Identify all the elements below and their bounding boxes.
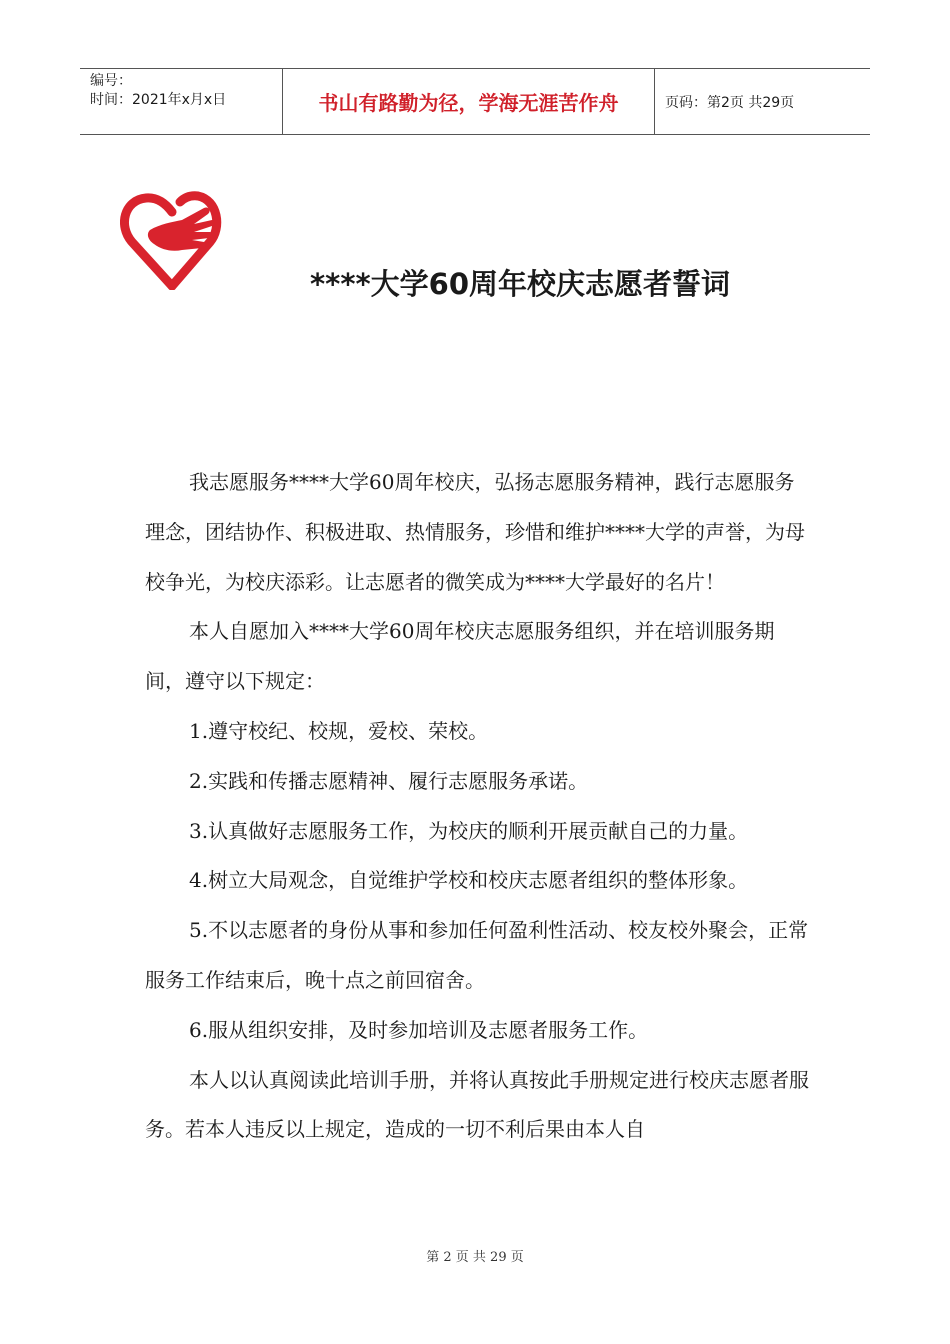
- paragraph: 2.实践和传播志愿精神、履行志愿服务承诺。: [189, 768, 589, 793]
- paragraph: 6.服从组织安排，及时参加培训及志愿者服务工作。: [189, 1017, 649, 1042]
- page-footer: 第 2 页 共 29 页: [426, 1250, 524, 1265]
- paragraph: 我志愿服务****大学60周年校庆，弘扬志愿服务精神，践行志愿服务理念，团结协作、积极进取、热情服务，珍惜和维护****大学的声誉，为母校争光，为校庆添彩。让志愿者的微笑成为****大学最好的名片！: [145, 470, 805, 594]
- paragraph: 3.认真做好志愿服务工作，为校庆的顺利开展贡献自己的力量。: [189, 818, 749, 843]
- paragraph: 4.树立大局观念，自觉维护学校和校庆志愿者组织的整体形象。: [189, 868, 749, 893]
- pledge-body: [145, 458, 810, 1155]
- time-label: 时间：2021年x月x日: [90, 92, 227, 108]
- paragraph: 1.遵守校纪、校规，爱校、荣校。: [189, 718, 489, 743]
- header-meta: [80, 69, 282, 134]
- number-label: 编号：: [90, 73, 132, 89]
- paragraph: 本人以认真阅读此培训手册，并将认真按此手册规定进行校庆志愿者服务。若本人违反以上规定，造成的一切不利后果由本人自: [145, 1067, 809, 1142]
- header-page-info: 页码：第2页 共29页: [665, 94, 795, 111]
- document-title: ****大学60周年校庆志愿者誓词: [309, 267, 731, 301]
- header-motto: 书山有路勤为径，学海无涯苦作舟: [282, 69, 655, 134]
- paragraph: 5.不以志愿者的身份从事和参加任何盈利性活动、校友校外聚会，正常服务工作结束后，晚十点之前回宿舍。: [145, 918, 809, 992]
- page-header: [80, 68, 870, 135]
- paragraph: 本人自愿加入****大学60周年校庆志愿服务组织，并在培训服务期间，遵守以下规定：: [145, 619, 775, 694]
